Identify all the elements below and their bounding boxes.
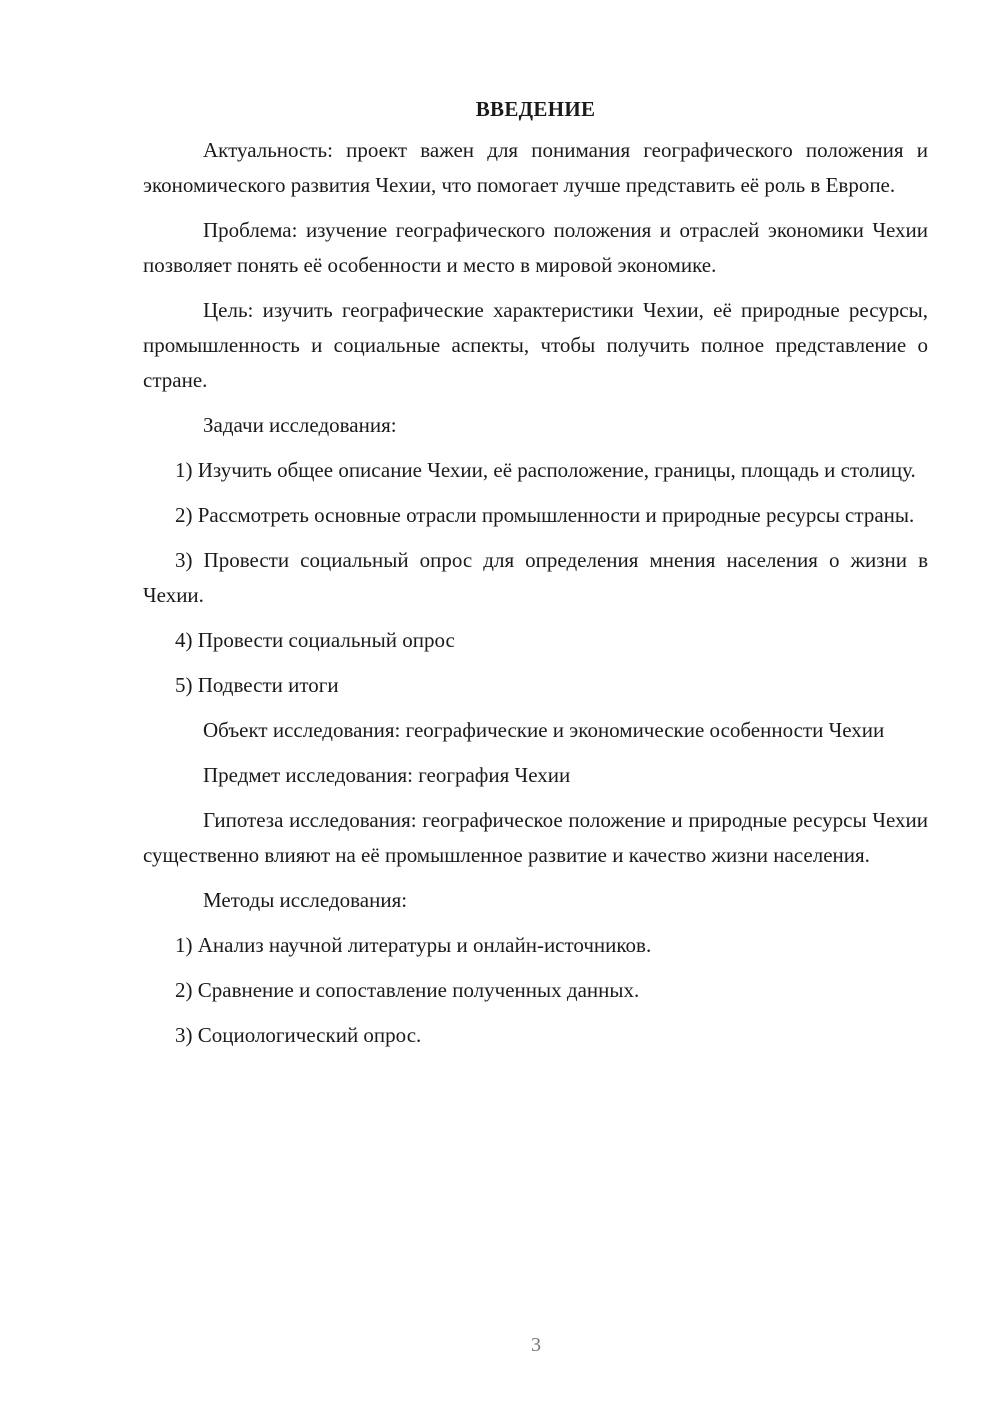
method-item-2: 2) Сравнение и сопоставление полученных данных. bbox=[175, 978, 640, 1002]
task-item-4: 4) Провести социальный опрос bbox=[175, 628, 455, 652]
task-item-3: 3) Провести социальный опрос для определения мнения населения о жизни в Чехии. bbox=[143, 548, 928, 607]
method-item-3: 3) Социологический опрос. bbox=[175, 1023, 422, 1047]
page-number: 3 bbox=[531, 1334, 541, 1356]
paragraph-tasks-heading: Задачи исследования: bbox=[203, 413, 397, 437]
document-page bbox=[143, 92, 928, 1063]
paragraph-methods-heading: Методы исследования: bbox=[203, 888, 408, 912]
task-item-5: 5) Подвести итоги bbox=[175, 673, 339, 697]
paragraph-goal: Цель: изучить географические характеристики Чехии, её природные ресурсы, промышленность и социальные аспекты, чтобы получить полное представление о стране. bbox=[143, 298, 928, 392]
paragraph-relevance: Актуальность: проект важен для понимания географического положения и экономического развития Чехии, что помогает лучше представить её роль в Европе. bbox=[143, 138, 928, 197]
method-item-1: 1) Анализ научной литературы и онлайн-источников. bbox=[175, 933, 652, 957]
paragraph-problem: Проблема: изучение географического положения и отраслей экономики Чехии позволяет понять её особенности и место в мировой экономике. bbox=[143, 218, 928, 277]
paragraph-hypothesis: Гипотеза исследования: географическое положение и природные ресурсы Чехии существенно влияют на её промышленное развитие и качество жизни населения. bbox=[143, 808, 928, 867]
task-item-1: 1) Изучить общее описание Чехии, её расположение, границы, площадь и столицу. bbox=[175, 458, 916, 482]
paragraph-object: Объект исследования: географические и экономические особенности Чехии bbox=[203, 718, 885, 742]
task-item-2: 2) Рассмотреть основные отрасли промышленности и природные ресурсы страны. bbox=[175, 503, 915, 527]
paragraph-subject: Предмет исследования: география Чехии bbox=[203, 763, 571, 787]
section-title: ВВЕДЕНИЕ bbox=[475, 97, 596, 121]
